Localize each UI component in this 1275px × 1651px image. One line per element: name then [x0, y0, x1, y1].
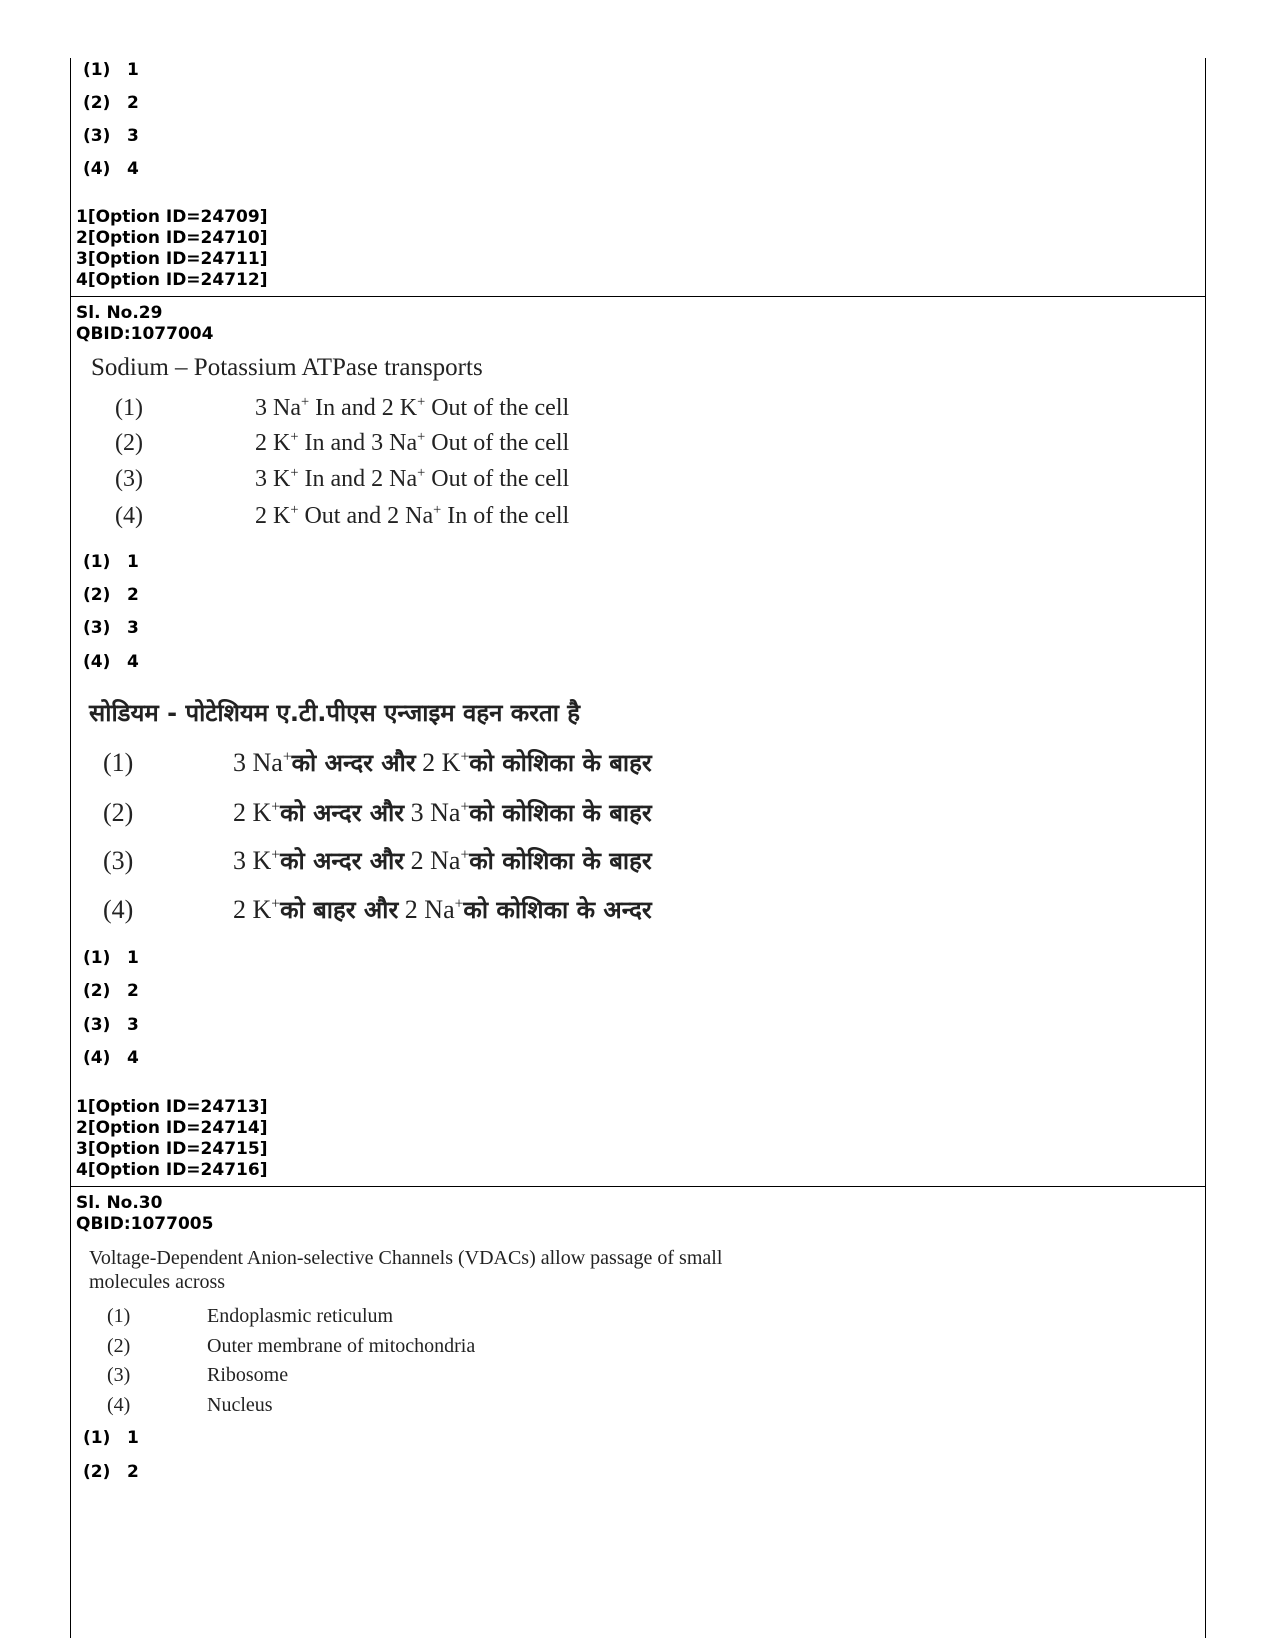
option-id: 2[Option ID=24714]	[76, 1118, 268, 1138]
option-id: 2[Option ID=24710]	[76, 228, 268, 248]
option-row	[89, 1334, 475, 1358]
option-text: 3 K+को अन्दर और 2 Na+को कोशिका के बाहर	[233, 846, 652, 875]
answer-value: 3	[127, 618, 139, 638]
option-row	[91, 394, 569, 422]
question-stem: Voltage-Dependent Anion-selective Channels (VDACs) allow passage of small molecules across	[89, 1247, 723, 1293]
option-row-hindi	[89, 796, 652, 829]
option-number: (1)	[107, 1305, 131, 1327]
question-header	[76, 303, 213, 345]
answer-choice[interactable]	[83, 585, 139, 605]
answer-value: 2	[127, 93, 139, 113]
answer-choice[interactable]	[83, 1462, 139, 1482]
option-row	[91, 502, 569, 530]
option-id: 3[Option ID=24711]	[76, 249, 268, 269]
option-number: (4)	[107, 1394, 131, 1416]
answer-number: (2)	[83, 93, 111, 113]
answer-value: 1	[127, 1428, 139, 1448]
answer-choice[interactable]	[83, 948, 139, 968]
option-text: 3 Na+को अन्दर और 2 K+को कोशिका के बाहर	[233, 748, 652, 777]
answer-number: (2)	[83, 1462, 111, 1482]
answer-value: 1	[127, 948, 139, 968]
answer-value: 2	[127, 981, 139, 1001]
question-stem: Sodium – Potassium ATPase transports	[91, 354, 483, 381]
option-id: 1[Option ID=24713]	[76, 1097, 268, 1117]
question-divider	[71, 1186, 1205, 1187]
answer-number: (1)	[83, 948, 111, 968]
answer-number: (3)	[83, 1015, 111, 1035]
answer-choice[interactable]	[83, 126, 139, 146]
option-id: 3[Option ID=24715]	[76, 1139, 268, 1159]
option-id-list	[76, 207, 267, 291]
answer-choice[interactable]	[83, 618, 139, 638]
answer-choice[interactable]	[83, 60, 139, 80]
answer-number: (1)	[83, 1428, 111, 1448]
answer-number: (2)	[83, 585, 111, 605]
option-row	[91, 429, 569, 457]
option-id: 4[Option ID=24712]	[76, 270, 268, 290]
option-number: (4)	[103, 895, 134, 924]
option-number: (4)	[115, 503, 143, 529]
answer-choice[interactable]	[83, 93, 139, 113]
option-text: 2 K+ Out and 2 Na+ In of the cell	[255, 502, 570, 529]
serial-number: Sl. No.30	[76, 1193, 163, 1213]
option-id: 4[Option ID=24716]	[76, 1160, 268, 1180]
option-row	[89, 1393, 273, 1417]
answer-value: 4	[127, 1048, 139, 1068]
option-text: 2 K+को बाहर और 2 Na+को कोशिका के अन्दर	[233, 895, 652, 924]
option-text: 2 K+ In and 3 Na+ Out of the cell	[255, 429, 570, 456]
serial-number: Sl. No.29	[76, 303, 163, 323]
option-row-hindi	[89, 746, 652, 779]
option-number: (1)	[103, 748, 134, 777]
option-row-hindi	[89, 844, 652, 877]
answer-value: 2	[127, 1462, 139, 1482]
answer-value: 2	[127, 585, 139, 605]
answer-number: (4)	[83, 159, 111, 179]
answer-number: (4)	[83, 652, 111, 672]
answer-value: 3	[127, 1015, 139, 1035]
answer-number: (2)	[83, 981, 111, 1001]
answer-number: (3)	[83, 618, 111, 638]
option-text: Ribosome	[207, 1364, 289, 1386]
option-id: 1[Option ID=24709]	[76, 207, 268, 227]
option-text: Outer membrane of mitochondria	[207, 1335, 476, 1357]
qbid: QBID:1077005	[76, 1214, 214, 1234]
option-text: 3 K+ In and 2 Na+ Out of the cell	[255, 465, 570, 492]
answer-value: 1	[127, 60, 139, 80]
answer-value: 4	[127, 652, 139, 672]
qbid: QBID:1077004	[76, 324, 214, 344]
option-row	[91, 465, 569, 493]
option-number: (3)	[115, 466, 143, 492]
answer-number: (1)	[83, 60, 111, 80]
question-header	[76, 1193, 213, 1235]
question-divider	[71, 296, 1205, 297]
answer-choice[interactable]	[83, 159, 139, 179]
option-text: Endoplasmic reticulum	[207, 1305, 394, 1327]
option-text: Nucleus	[207, 1394, 273, 1416]
option-row-hindi	[89, 893, 652, 926]
answer-choice[interactable]	[83, 1015, 139, 1035]
answer-value: 3	[127, 126, 139, 146]
option-number: (3)	[103, 846, 134, 875]
option-row	[89, 1363, 288, 1387]
question-stem-hindi: सोडियम - पोटेशियम ए.टी.पीएस एन्जाइम वहन करता है	[89, 699, 581, 727]
option-text: 2 K+को अन्दर और 3 Na+को कोशिका के बाहर	[233, 798, 652, 827]
option-number: (1)	[115, 395, 143, 421]
question-frame	[70, 58, 1206, 1638]
option-number: (3)	[107, 1364, 131, 1386]
answer-choice[interactable]	[83, 1428, 139, 1448]
answer-number: (3)	[83, 126, 111, 146]
answer-value: 4	[127, 159, 139, 179]
option-number: (2)	[103, 798, 134, 827]
option-row	[89, 1304, 393, 1328]
option-id-list	[76, 1097, 267, 1181]
answer-value: 1	[127, 552, 139, 572]
option-text: 3 Na+ In and 2 K+ Out of the cell	[255, 394, 570, 421]
answer-number: (4)	[83, 1048, 111, 1068]
option-number: (2)	[107, 1335, 131, 1357]
answer-choice[interactable]	[83, 652, 139, 672]
answer-choice[interactable]	[83, 981, 139, 1001]
option-number: (2)	[115, 430, 143, 456]
answer-choice[interactable]	[83, 552, 139, 572]
answer-choice[interactable]	[83, 1048, 139, 1068]
answer-number: (1)	[83, 552, 111, 572]
